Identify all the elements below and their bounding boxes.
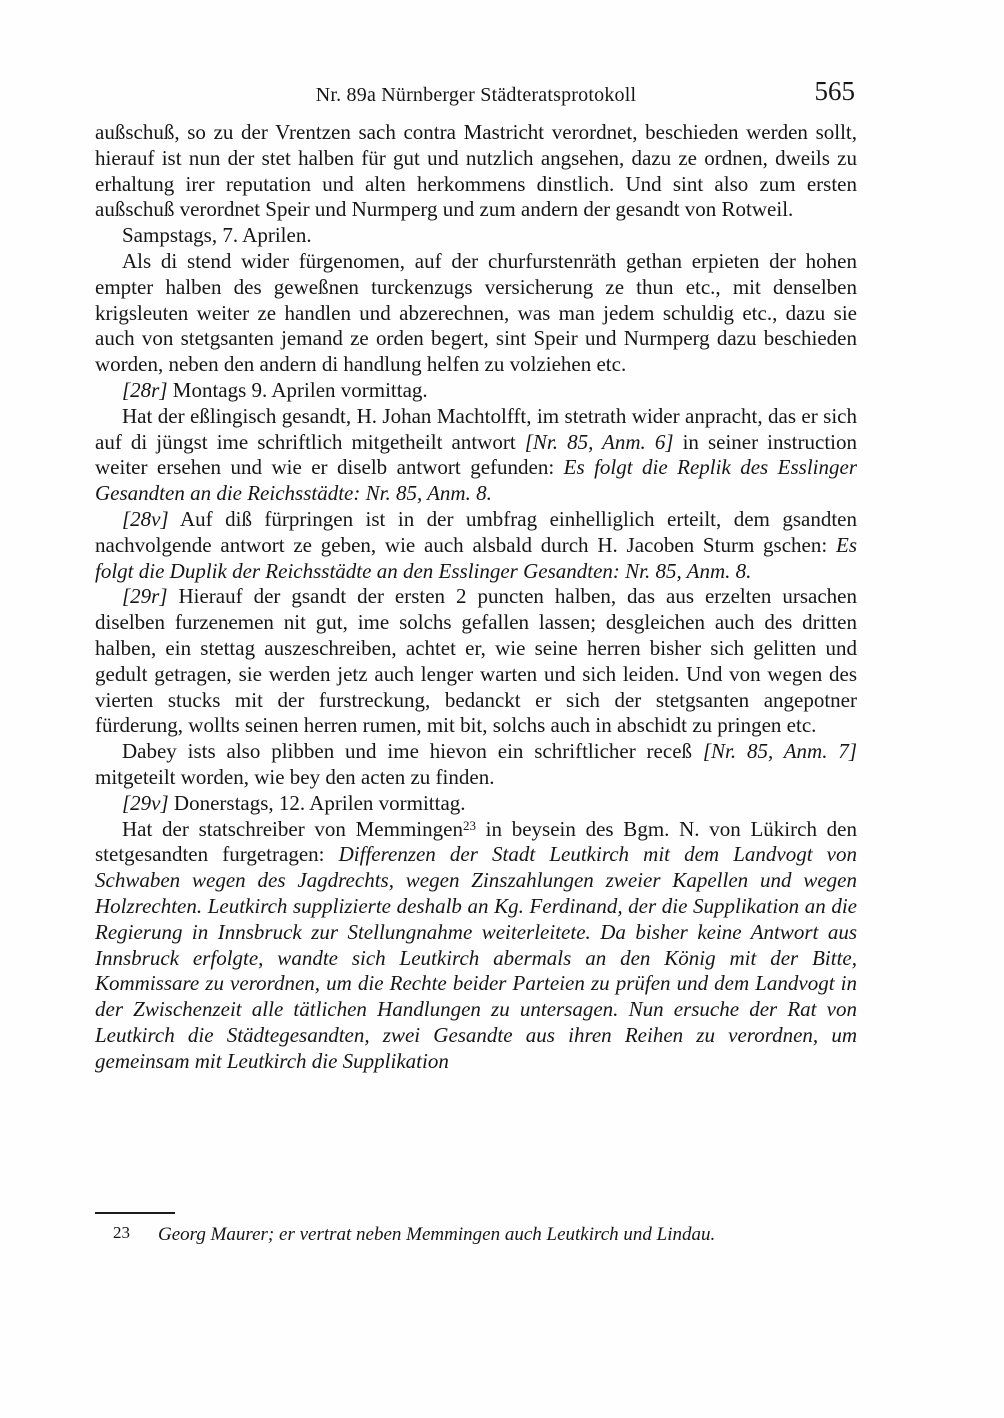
running-head-title: Nr. 89a Nürnberger Städteratsprotokoll [315, 84, 637, 106]
italic-run: [Nr. 85, Anm. 6] [524, 429, 674, 454]
page-number: 565 [814, 76, 855, 106]
paragraph [95, 120, 857, 223]
paragraph [95, 507, 857, 584]
text-run: in seiner instruction weiter ersehen und wie er diselb antwort gefunden: [95, 429, 858, 480]
text-run: Montags 9. Aprilen vormittag. [167, 377, 428, 402]
text-run: Auf diß fürpringen ist in der umbfrag einhelliglich erteilt, dem gsandten nachvolgende antwort ze geben, wie auch alsbald durch H. Jacoben Sturm gschen: [95, 506, 857, 557]
text-run: in beysein des Bgm. N. von Lükirch den stetgesandten furgetragen: [95, 816, 857, 867]
text-run: außschuß, so zu der Vrentzen sach contra Mastricht verordnet, beschieden werden sollt, hierauf ist nun der stet halben für gut und nutzlich angsehen, dazu ze ordnen, dweils zu erhaltung irer reputation und alten herkommens dinstlich. Und sint also zum ersten außschuß verordnet Speir und Nurmperg und zum andern der gesandt von Rotweil. [95, 120, 857, 222]
paragraph [95, 223, 857, 249]
footnote-ref: 23 [462, 817, 476, 833]
paragraph [95, 404, 857, 507]
footnote-number: 23 [113, 1223, 130, 1242]
footnote-text: Georg Maurer; er vertrat neben Memmingen auch Leutkirch und Lindau. [158, 1224, 716, 1245]
italic-run: [29r] [122, 584, 168, 609]
italic-run: [29v] [122, 790, 169, 815]
paragraph [95, 791, 857, 817]
italic-run: Differenzen der Stadt Leutkirch mit dem Landvogt von Schwaben wegen des Jagdrechts, wegen Zinszahlungen zweier Kapellen und wegen Holzrechten. Leutkirch supplizierte deshalb an Kg. Ferdinand, der die Supplikation an die Regierung in Innsbruck zur Stellungnahme weiterleitete. Da bisher keine Antwort aus Innsbruck erfolgte, wandte sich Leutkirch abermals an den König mit der Bitte, Kommissare zu verordnen, um die Rechte beider Parteien zu prüfen und dem Landvogt in der Zwischenzeit alle tätlichen Handlungen zu untersagen. Nun ersuche der Rat von Leutkirch die Städtegesandten, zwei Gesandte aus ihren Reihen zu verordnen, um gemeinsam mit Leutkirch die Supplikation [95, 842, 857, 1073]
text-run: mitgeteilt worden, wie bey den acten zu finden. [95, 764, 495, 789]
paragraph [95, 249, 857, 378]
italic-run: [28v] [122, 506, 169, 531]
footnote-area [95, 1212, 857, 1247]
running-head [95, 76, 857, 120]
footnote [95, 1221, 857, 1247]
footnote-separator [95, 1212, 175, 1214]
paragraph [95, 739, 857, 791]
italic-run: Es folgt die Replik des Esslinger Gesandten an die Reichsstädte: Nr. 85, Anm. 8. [95, 455, 858, 506]
text-run: Sampstags, 7. Aprilen. [122, 223, 312, 248]
body-text [95, 120, 857, 1074]
text-block [95, 76, 858, 1074]
text-run: Hat der statschreiber von Memmingen [122, 816, 463, 841]
text-run: Hat der eßlingisch gesandt, H. Johan Machtolfft, im stetrath wider anpracht, das er sich auf di jüngst ime schriftlich mitgetheilt antwort [95, 403, 857, 454]
paragraph [95, 584, 857, 739]
italic-run: [28r] [122, 377, 168, 402]
text-run: Hierauf der gsandt der ersten 2 puncten halben, das aus erzelten ursachen diselben furzenemen nit gut, ime solchs gefallen lassen; desgleichen auch des dritten halben, ein stettag auszeschreiben, achtet er, wie seine herren bisher sich gelitten und gedult getragen, sie werden jetz auch lenger warten und sich leiden. Und von wegen des vierten stucks mit der furstreckung, bedanckt er sich der stetgsanten angepotner fürderung, wollts seinen herren rumen, mit bit, solchs auch in abschidt zu pringen etc. [95, 584, 857, 738]
italic-run: Es folgt die Duplik der Reichsstädte an den Esslinger Gesandten: Nr. 85, Anm. 8. [95, 532, 857, 583]
text-run: Als di stend wider fürgenomen, auf der churfurstenräth gethan erpieten der hohen empter halben des geweßnen turckenzugs versicherung ze thun etc., mit denselben krigsleuten weiter ze handlen und abzerechnen, was man jedem schuldig etc., dazu sie auch von stetgsanten jemand ze orden begert, sint Speir und Nurmperg dazu beschieden worden, neben den andern di handlung helfen zu volziehen etc. [95, 248, 857, 377]
text-run: Dabey ists also plibben und ime hievon ein schriftlicher receß [122, 739, 703, 764]
italic-run: [Nr. 85, Anm. 7] [702, 739, 857, 764]
paragraph [95, 817, 857, 1075]
paragraph [95, 378, 857, 404]
text-run: Donerstags, 12. Aprilen vormittag. [168, 790, 466, 815]
